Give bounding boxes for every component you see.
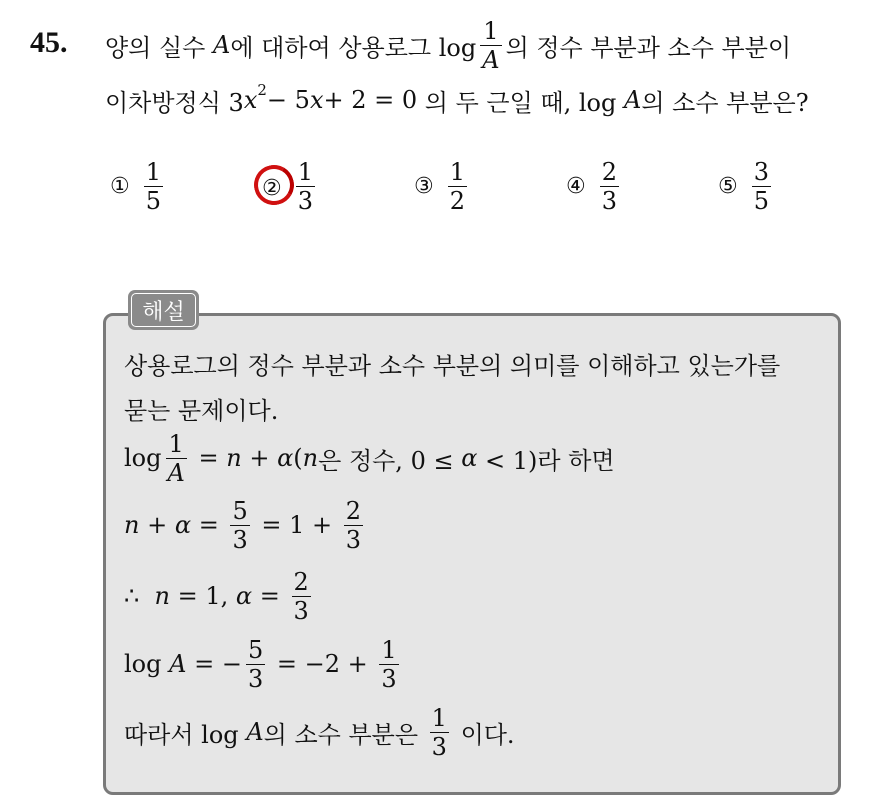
frac-den: 3: [345, 525, 362, 554]
sol-text: +: [139, 511, 175, 539]
q-text: + 2 = 0: [323, 86, 418, 114]
solution-paragraph-1: 상용로그의 정수 부분과 소수 부분의 의미를 이해하고 있는가를: [124, 352, 781, 380]
frac-den: A: [167, 458, 185, 487]
q-fraction: [480, 16, 501, 74]
sol-var: α: [461, 444, 478, 472]
sol-fraction: [292, 567, 311, 625]
choice-2[interactable]: [262, 160, 319, 213]
sol-fraction: [379, 635, 398, 693]
solution-tag: 해설: [128, 290, 199, 330]
frac-num: 2: [601, 158, 618, 186]
q-text: − 5: [266, 86, 310, 114]
choice-3[interactable]: [414, 160, 471, 213]
choice-fraction: [144, 160, 163, 213]
frac-den: 3: [601, 187, 618, 215]
choice-marker: ③: [414, 174, 434, 199]
solution-line-7: [124, 702, 515, 762]
selected-answer-circle: [262, 173, 282, 201]
red-circle-icon: [250, 160, 299, 209]
choice-4[interactable]: [566, 160, 623, 213]
q-text: 양의 실수: [105, 33, 206, 62]
choice-fraction: [600, 160, 619, 213]
frac-den: 5: [145, 187, 162, 215]
frac-num: 1: [168, 429, 184, 458]
choice-fraction: [752, 160, 771, 213]
frac-num: 1: [483, 16, 499, 45]
sol-text: 의 소수 부분은: [263, 720, 426, 749]
sol-fraction: [430, 703, 449, 761]
frac-num: 5: [247, 635, 264, 664]
q-var: x: [309, 86, 324, 114]
sol-fraction: [166, 429, 187, 487]
choice-fraction: [448, 160, 467, 213]
choice-marker: ②: [262, 175, 282, 201]
q-var: x: [243, 86, 258, 114]
solution-line-5: [124, 566, 315, 626]
sol-var: n: [124, 511, 140, 539]
q-text: 에 대하여 상용로그 log: [230, 33, 477, 62]
frac-num: 5: [232, 496, 248, 525]
frac-den: 3: [381, 664, 397, 693]
sol-text: =: [252, 582, 288, 610]
choice-marker: ⑤: [718, 174, 738, 199]
sol-text: (: [293, 444, 303, 472]
choice-fraction: [296, 160, 315, 213]
sol-text: 은 정수, 0 ≤: [318, 446, 462, 475]
q-text: 의 소수 부분은?: [641, 88, 809, 117]
sol-text: = −: [186, 650, 242, 678]
sol-fraction: [230, 496, 249, 554]
frac-den: 3: [247, 664, 264, 693]
solution-line-6: [124, 634, 403, 694]
solution-paragraph-2: 묻는 문제이다.: [124, 397, 279, 425]
sol-var: α: [277, 444, 294, 472]
sol-text: log: [124, 650, 162, 678]
frac-num: 1: [449, 158, 466, 186]
sol-text: =: [190, 444, 227, 472]
sol-fraction: [246, 635, 265, 693]
frac-num: 1: [431, 703, 447, 732]
sol-text: = 1 +: [253, 511, 340, 539]
sol-text: 이다.: [452, 720, 515, 749]
q-text: 의 두 근일 때, log: [424, 88, 617, 117]
q-exponent: 2: [257, 81, 267, 99]
sol-var: n: [154, 582, 171, 610]
question-line-1: [105, 16, 792, 74]
frac-num: 2: [293, 567, 309, 596]
sol-text: +: [241, 444, 278, 472]
therefore-icon: ∴: [124, 582, 147, 610]
sol-text: = 1,: [170, 582, 236, 610]
q-text: 이차방정식 3: [105, 88, 244, 117]
question-number: 45.: [30, 26, 68, 59]
sol-var: n: [226, 444, 242, 472]
sol-var: α: [235, 582, 253, 610]
sol-var: A: [246, 718, 264, 746]
solution-line-4: [124, 495, 367, 555]
frac-den: 3: [293, 596, 309, 625]
q-text: 의 정수 부분과 소수 부분이: [505, 33, 792, 62]
sol-text: 따라서 log: [124, 720, 239, 749]
frac-den: 3: [232, 525, 248, 554]
frac-num: 1: [145, 158, 162, 186]
frac-num: 1: [381, 635, 397, 664]
frac-den: 3: [431, 732, 447, 761]
frac-num: 3: [753, 158, 770, 186]
sol-text: log: [124, 444, 162, 472]
choice-5[interactable]: [718, 160, 775, 213]
sol-var: n: [302, 444, 319, 472]
frac-num: 2: [345, 496, 362, 525]
sol-var: α: [174, 511, 192, 539]
q-var: A: [213, 31, 231, 59]
sol-fraction: [344, 496, 363, 554]
frac-den: A: [482, 45, 500, 74]
frac-den: 3: [297, 187, 314, 215]
sol-text: < 1)라 하면: [477, 446, 615, 475]
choice-marker: ①: [110, 174, 130, 199]
q-var: A: [623, 86, 642, 114]
frac-den: 5: [753, 187, 770, 215]
sol-text: =: [191, 511, 227, 539]
frac-den: 2: [449, 187, 466, 215]
question-line-2: [105, 83, 809, 117]
choice-1[interactable]: [110, 160, 167, 213]
solution-line-3: [124, 428, 615, 488]
frac-num: 1: [297, 158, 314, 186]
choice-marker: ④: [566, 174, 586, 199]
sol-var: A: [169, 650, 187, 678]
sol-text: = −2 +: [269, 650, 376, 678]
